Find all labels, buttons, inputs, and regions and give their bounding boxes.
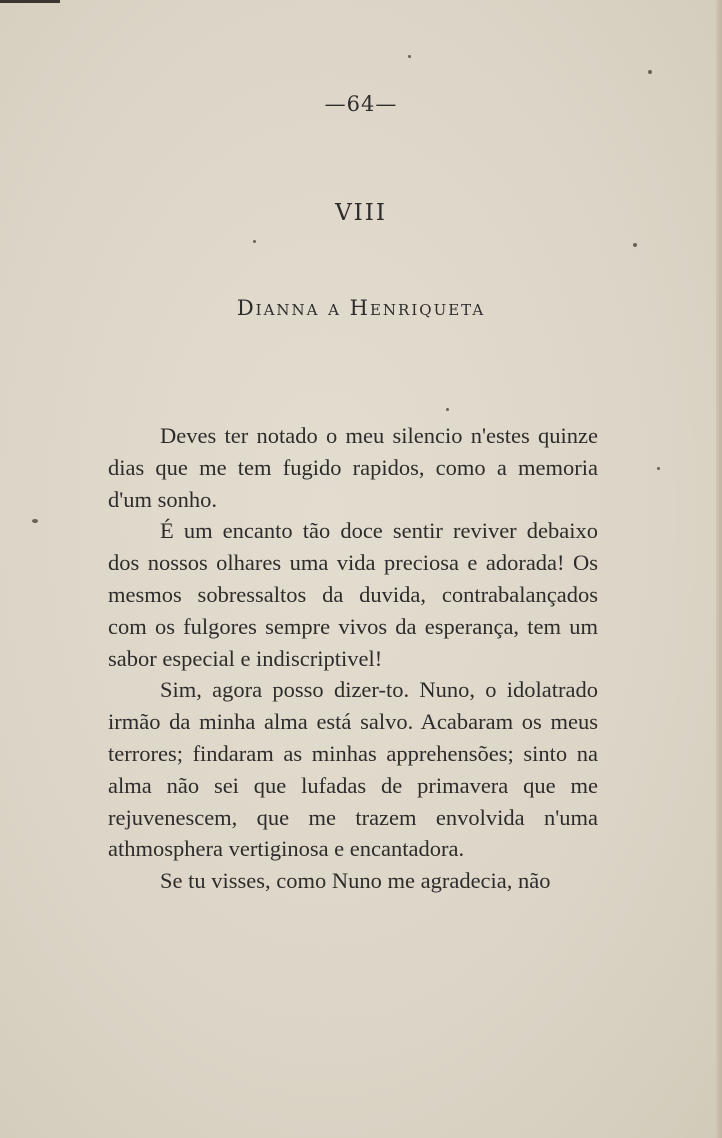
body-text <box>108 420 598 897</box>
page-number: —64— <box>324 92 398 116</box>
paragraph: Se tu visses, como Nuno me agradecia, não <box>160 868 551 894</box>
chapter-title: VIII <box>335 200 387 226</box>
paper-speck <box>253 240 256 243</box>
page-edge-mark <box>0 0 60 3</box>
paragraph: É um encanto tão doce sentir reviver debaixo dos nossos olhares uma vida preciosa e adorada! Os mesmos sobressaltos da duvida, contrabalançados com os fulgores sempre vivos da esperança, tem um sabor especial e indiscriptivel! <box>108 518 598 671</box>
paper-speck <box>408 55 411 58</box>
page-edge-shadow <box>716 0 722 1138</box>
paper-speck <box>446 408 449 411</box>
paragraph: Sim, agora posso dizer-to. Nuno, o idolatrado irmão da minha alma está salvo. Acabaram os meus terrores; findaram as minhas apprehensões; sinto na alma não sei que lufadas de primavera que me rejuvenescem, que me trazem envolvida n'uma athmosphera vertiginosa e encantadora. <box>108 677 598 862</box>
paragraph: Deves ter notado o meu silencio n'estes quinze dias que me tem fugido rapidos, como a memoria d'um sonho. <box>108 423 598 512</box>
letter-heading: Dianna a Henriqueta <box>236 296 486 320</box>
paper-speck <box>648 70 652 74</box>
paper-speck <box>32 519 38 523</box>
paper-speck <box>633 243 637 247</box>
paper-speck <box>657 467 660 470</box>
